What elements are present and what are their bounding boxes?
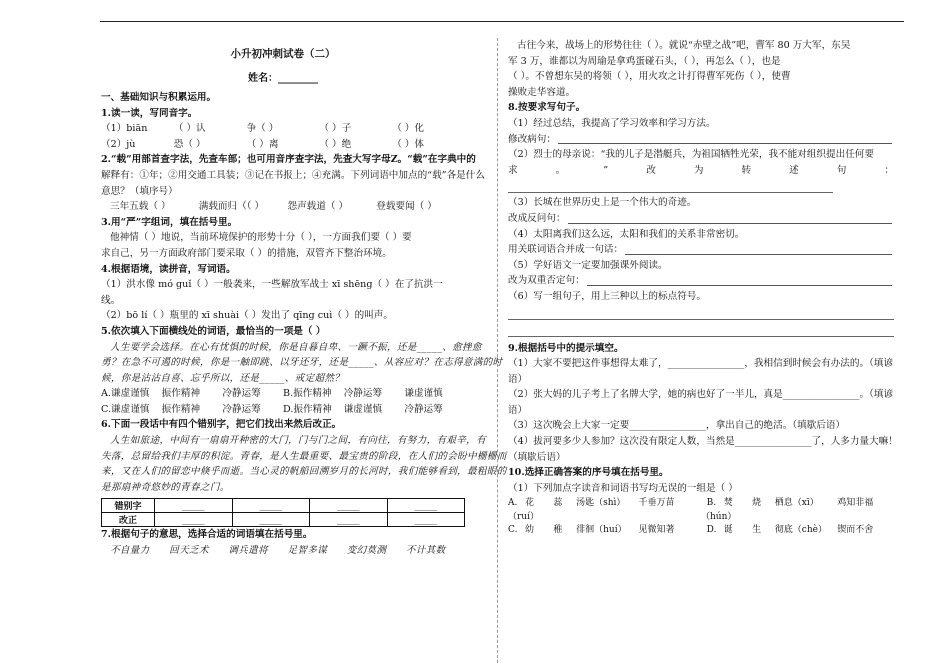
q8-title: 8.按要求写句子。 xyxy=(508,102,586,114)
q10-a-w1: 花 xyxy=(525,498,535,509)
q4-title: 4.根据语境，读拼音，写词语。 xyxy=(101,263,236,275)
q5-c2: 振作精神 xyxy=(161,403,201,415)
q8-s4-label: 用关联词语合并成一句话： xyxy=(508,244,624,256)
q10-a-w4: 千垂万苗 xyxy=(638,498,675,509)
right-column xyxy=(508,38,898,539)
q1-row1 xyxy=(101,121,465,137)
q7-text-line2: 军 3 万，谁都以为周瑜是拿鸡蛋碰石头，（ ），再怎么（ ），也是 xyxy=(508,55,781,67)
q10-c-w1: 幼 xyxy=(525,525,535,536)
q9-s2a: （2）张大妈的儿子考上了名牌大学，她的病也好了一半儿，真是________________。（填谚 xyxy=(508,389,894,401)
q8-s5-label: 改为双重否定句： xyxy=(508,275,585,287)
q2-line3: 意思？（填序号） xyxy=(101,185,178,197)
q8-s4: （4）太阳离我们这么远，太阳和我们的关系非常密切。 xyxy=(508,228,745,240)
q5-b2: 冷静运筹 xyxy=(343,388,383,400)
q8-s6-input-2[interactable] xyxy=(508,322,894,337)
q8-s2b-7: 句 xyxy=(836,164,847,176)
q1-r1-c0: （1）biān xyxy=(101,123,148,135)
q8-s6-input-1[interactable] xyxy=(508,305,894,320)
wrong-cell-3[interactable]: _____ xyxy=(310,499,388,513)
q1-r2-c0: （2）jù xyxy=(101,138,136,150)
q10-c-w2: 稚 xyxy=(553,525,563,536)
q2-text1: 2.“载”用部首查字法，先查车部；也可用音序查字法，先查大写字母Z。“载”在字典中的 xyxy=(101,154,476,166)
q2-line1 xyxy=(101,152,476,168)
q5-a3: 冷静运筹 xyxy=(222,388,261,400)
q9-s1b: 语） xyxy=(508,373,528,385)
fix-cell-3[interactable]: _____ xyxy=(310,513,388,527)
q8-s5-input[interactable] xyxy=(587,273,892,286)
q10-a-pinyin: （ruí） xyxy=(508,512,539,523)
table-header-wrong: 错别字 xyxy=(102,499,155,513)
q6-p1: 人生如旅途，中间有一扇扇开种密的大门，门与门之间，有向往，有努力，有艰辛，有 xyxy=(110,435,486,447)
q5-a1: A.谦虚谨慎 xyxy=(101,388,150,400)
column-divider xyxy=(497,38,498,663)
q10-d-label: D. xyxy=(706,525,717,536)
q1-r1-c2: 争（ ） xyxy=(246,123,279,135)
q7-word-2: 回天乏术 xyxy=(169,545,209,557)
q5-d3: 冷静运筹 xyxy=(404,403,443,415)
table-row xyxy=(102,513,465,527)
page-title: 小升初冲刺试卷（二） xyxy=(230,48,336,60)
q2-item-3: 怨声载道（ ） xyxy=(287,201,349,213)
q7-word-1: 不自量力 xyxy=(110,545,150,557)
q5-b1: B.振作精神 xyxy=(283,388,332,400)
q10-row-cd xyxy=(508,523,894,539)
q8-s4-input[interactable] xyxy=(625,242,892,255)
q2-item-2: 满载而归（（ ） xyxy=(198,201,265,213)
q1-r1-c1: （ ）认 xyxy=(173,123,206,135)
q1-r1-c4: （ ）化 xyxy=(392,123,425,135)
q1-title: 1.读一读，写同音字。 xyxy=(101,107,198,119)
left-column xyxy=(101,38,507,559)
q3-line1: 他神情（ ）地说，当前环境保护的形势十分（ ），一方面我们要（ ）要 xyxy=(110,232,412,244)
q7-text-line3: （ ）。不曾想东吴的将领（ ），用火攻之计打得曹军死伤（ ），使曹 xyxy=(508,71,791,83)
wrong-cell-4[interactable]: _____ xyxy=(387,499,465,513)
q8-s1-answer xyxy=(508,132,894,148)
q5-b3: 谦虚谨慎 xyxy=(404,388,443,400)
q10-b-w4: 鸡知非福 xyxy=(837,498,874,509)
q10-b-label: B. xyxy=(706,498,717,509)
q2-line2: 解释有：①年；②用交通工具装；③记在书报上；④充满。下列词语中加点的“载”各是什么 xyxy=(101,169,485,181)
q10-d-w4: 锲而不舍 xyxy=(837,525,874,536)
q5-title: 5.依次填入下面横线处的词语，最恰当的一项是（ ） xyxy=(101,325,326,337)
q7-word-6: 不计其数 xyxy=(405,545,446,557)
q9-s4b: （填歇后语） xyxy=(508,451,566,463)
q8-s6: （6）写一组句子，用上三种以上的标点符号。 xyxy=(508,290,706,302)
q7-text-line4: 操败走华容道。 xyxy=(508,86,576,98)
q8-s3-answer xyxy=(508,211,894,227)
q5-a2: 振作精神 xyxy=(161,388,201,400)
q1-r2-c1: 恐（ ） xyxy=(173,138,206,150)
q8-s5-answer xyxy=(508,273,894,289)
q8-s2a: （2）烈士的母亲说：“我的儿子是潜艇兵，为祖国牺牲光荣，我不能对组织提出任何要 xyxy=(508,149,874,161)
q4-line3: （2）bō lí（ ）瓶里的 xī shuài（ ）发出了 qīng cuì（ ）的叫声。 xyxy=(101,310,393,322)
q5-options-ab xyxy=(101,386,465,402)
q1-r2-c2: （ ）离 xyxy=(246,138,279,150)
q10-b-pinyin: （hún） xyxy=(701,512,737,523)
q6-correction-table xyxy=(101,498,465,527)
q10-a-label: A. xyxy=(508,498,518,509)
q10-row-ab xyxy=(508,496,894,512)
q1-r2-c3: （ ）绝 xyxy=(319,138,352,150)
q5-c1: C.谦虚谨慎 xyxy=(101,403,150,415)
q6-p3: 来，又在人们的留恋中倏乎而逝。当心灵的帆船回溯岁月的长河时，我们能够看到，最粗眼的 xyxy=(101,466,507,478)
q1-r1-c3: （ ）子 xyxy=(319,123,352,135)
q9-s1a: （1）大家不要把这件事想得太难了，________________，我相信到时候会有办法的。（填谚 xyxy=(508,358,894,370)
q5-p2: 勇？在急不可遏的时候，你是一触即跳、以牙还牙，还是_____、从容应对？在志得意满的时 xyxy=(101,357,503,369)
fix-cell-4[interactable]: _____ xyxy=(387,513,465,527)
q8-s2b-0: 求 xyxy=(508,164,518,176)
q7-word-4: 足智多谋 xyxy=(287,545,328,557)
q10-d-w3: 彻底（chè） xyxy=(774,525,827,536)
q8-s2b-6: 述 xyxy=(789,164,799,176)
q10-a-w3: 汤匙（shì） xyxy=(576,498,626,509)
q5-d2: 谦虚谨慎 xyxy=(343,403,383,415)
q8-s2b-3: 改 xyxy=(646,164,656,176)
q10-b-w1: 焚 xyxy=(723,498,733,509)
q8-s4-answer xyxy=(508,242,894,258)
q10-c-label: C. xyxy=(508,525,518,536)
name-field[interactable] xyxy=(101,69,465,84)
q6-title: 6.下面一段话中有四个错别字，把它们找出来然后改正。 xyxy=(101,419,342,431)
table-header-fix: 改正 xyxy=(102,513,155,527)
q10-b-w2: 烧 xyxy=(752,498,762,509)
q3-line2: 求自己，另一方面政府部门要采取（ ）的措施，双管齐下整治环境。 xyxy=(101,247,392,259)
wrong-cell-2[interactable]: _____ xyxy=(232,499,310,513)
section-1-heading: 一、基础知识与积累运用。 xyxy=(101,92,217,103)
q8-s2-input[interactable] xyxy=(508,178,833,193)
q1-r2-c4: （ ）体 xyxy=(392,138,425,150)
q6-p4: 是那扇神奇悠妙的青春之门。 xyxy=(101,481,230,493)
q9-s2b: 语） xyxy=(508,404,528,416)
q8-s2b xyxy=(508,163,894,179)
q8-s2b-4: 为 xyxy=(693,164,704,176)
q8-s2b-8: ： xyxy=(884,164,894,176)
q8-s3-label: 改成反问句： xyxy=(508,212,566,224)
q8-s2b-5: 转 xyxy=(741,164,752,176)
q5-c3: 冷静运筹 xyxy=(222,403,261,415)
q7-text-line1: 古往今来，战场上的形势往往（ ）。就说“赤壁之战”吧，曹军 80 万大军，东吴 xyxy=(517,40,851,51)
q10-b-w3: 栖息（xī） xyxy=(774,498,819,509)
wrong-cell-1[interactable]: _____ xyxy=(155,499,233,513)
q5-options-cd xyxy=(101,402,465,418)
q8-s3-input[interactable] xyxy=(568,211,892,224)
q5-p3: 候，你是沾沾自喜、忘乎所以，还是_____、戒定超然？ xyxy=(101,372,345,384)
name-label: 姓名：________ xyxy=(248,73,318,84)
fix-cell-1[interactable]: _____ xyxy=(155,513,233,527)
q9-s3: （3）这次晚会上大家一定要________________，拿出自己的绝活。（填歇后语） xyxy=(508,420,846,432)
q10-row-ab-pinyin xyxy=(508,512,894,523)
q8-s1-input[interactable] xyxy=(558,132,892,145)
table-row xyxy=(102,499,465,513)
q5-p1: 人生要学会选择。在心有忧惧的时候，你是自暮自卑、一蹶不振，还是_____、愈挫愈 xyxy=(110,341,482,353)
q10-d-w2: 生 xyxy=(752,525,762,536)
q7-word-bank xyxy=(101,543,465,559)
top-rule xyxy=(100,21,904,22)
q4-line1: （1）洪水像 mó guǐ（ ）一般袭来，一些解放军战士 xī shēng（ ）在了抗洪一 xyxy=(101,279,443,291)
q4-line2: 线。 xyxy=(101,294,121,306)
q10-s1: （1）下列加点字读音和词语书写均无误的一组是（ ） xyxy=(508,482,738,494)
q3-title: 3.用“严”字组词，填在括号里。 xyxy=(101,216,238,228)
q10-c-w3: 徘徊（huí） xyxy=(576,525,627,536)
q7-word-3: 调兵遣将 xyxy=(228,545,268,557)
q10-title: 10.选择正确答案的序号填在括号里。 xyxy=(508,467,669,479)
q8-s3: （3）长城在世界历史上是一个伟大的奇迹。 xyxy=(508,197,697,209)
q2-item-1: 三年五载（ ） xyxy=(110,201,171,213)
q10-d-w1: 诞 xyxy=(723,525,733,536)
q5-d1: D.振作精神 xyxy=(283,403,332,415)
q9-s4a: （4）拔河要多少人参加？这次没有限定人数，当然是________________了，人多力量大嘛！ xyxy=(508,436,898,448)
q6-p2: 失落，总留给我们丰厚的积淀。青春，是人生最重要、最宝贵的阶段，在人们的会盼中栅栅而 xyxy=(101,450,507,462)
fix-cell-2[interactable]: _____ xyxy=(232,513,310,527)
q7-title: 7.根据句子的意思，选择合适的词语填在括号里。 xyxy=(101,529,313,541)
q8-s5: （5）学好语文一定要加强课外阅读。 xyxy=(508,259,668,271)
q10-a-w2: 蕊 xyxy=(553,498,563,509)
q7-word-5: 变幻莫测 xyxy=(346,545,387,557)
q10-c-w4: 见微知著 xyxy=(638,525,675,536)
q2-items xyxy=(101,199,465,215)
q2-item-4: 登载要闻（ ） xyxy=(376,201,437,213)
q8-s2b-1: 。 xyxy=(555,164,566,176)
q8-s1-label: 修改病句： xyxy=(508,133,556,145)
q1-row2 xyxy=(101,137,465,153)
q8-s1: （1）经过总结，我提高了学习效率和学习方法。 xyxy=(508,117,716,129)
q8-s2b-2: ” xyxy=(603,164,609,176)
q9-title: 9.根据括号中的提示填空。 xyxy=(508,342,624,354)
